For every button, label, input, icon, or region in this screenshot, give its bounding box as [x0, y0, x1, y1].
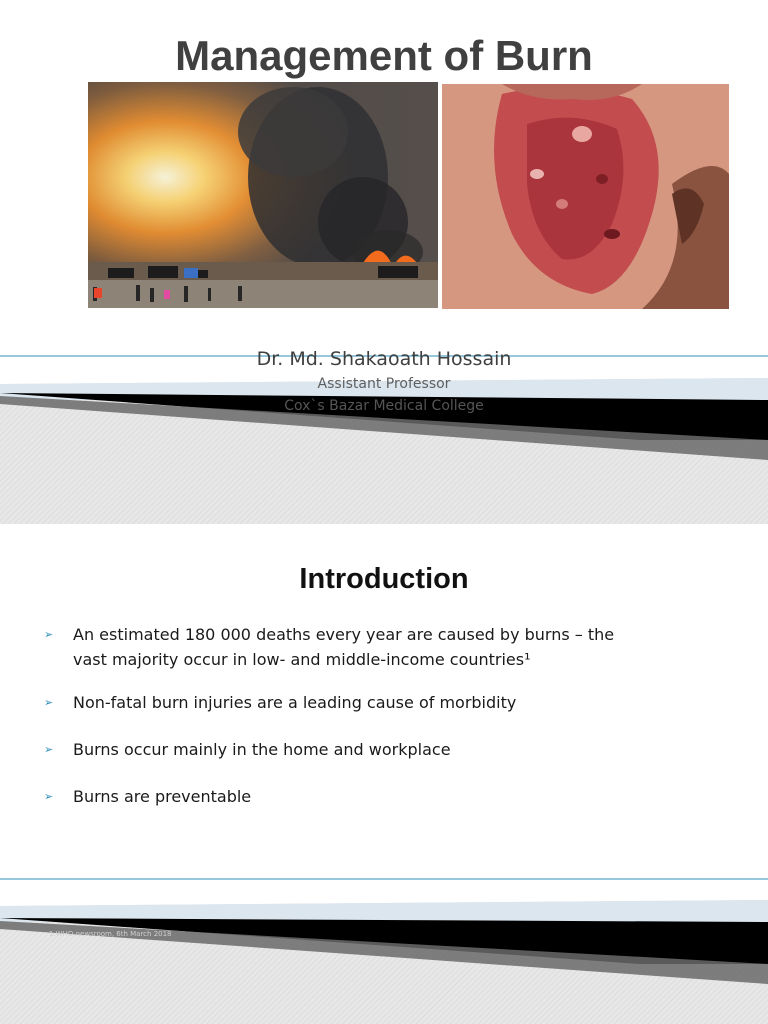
list-item: ➢ Non-fatal burn injuries are a leading cause of morbidity — [44, 690, 734, 715]
author-name: Dr. Md. Shakaoath Hossain — [256, 348, 512, 370]
arrow-bullet-icon: ➢ — [44, 790, 54, 803]
slide-title: Management of Burn — [175, 32, 593, 79]
arrow-bullet-icon: ➢ — [44, 628, 54, 641]
author-position: Assistant Professor — [317, 376, 451, 392]
arrow-bullet-icon: ➢ — [44, 743, 54, 756]
footnote: 1.WHO newsroom, 6th March 2018 — [49, 930, 172, 938]
author-institution: Cox`s Bazar Medical College — [284, 398, 484, 414]
bullet-list — [44, 622, 734, 809]
list-item: ➢ Burns are preventable — [44, 784, 734, 809]
list-item: ➢ An estimated 180 000 deaths every year are caused by burns – the vast majority occur in low- and middle-income countries¹ — [44, 622, 734, 672]
slide-decoration — [0, 874, 768, 1024]
introduction-slide — [0, 524, 768, 1024]
list-item: ➢ Burns occur mainly in the home and workplace — [44, 737, 734, 762]
arrow-bullet-icon: ➢ — [44, 696, 54, 709]
slide-title: Introduction — [299, 563, 469, 595]
